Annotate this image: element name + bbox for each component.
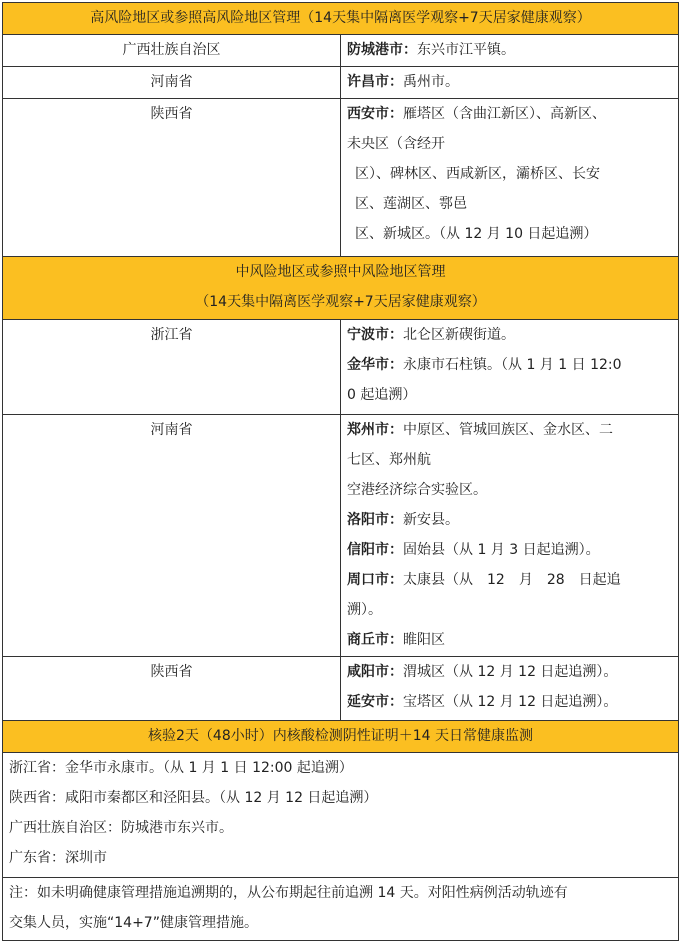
province-name: 河南省: [150, 422, 193, 438]
area-cell: [341, 35, 679, 67]
area-line: 区）、碑林区、西咸新区，灞桥区、长安: [355, 166, 600, 182]
table-row: [3, 415, 679, 657]
city-name: 防城港市：: [347, 42, 417, 58]
area-line: [347, 350, 674, 380]
check-list-cell: [3, 753, 679, 878]
check-item: 浙江省：金华市永康市。（从 1 月 1 日 12:00 起追溯）: [9, 760, 353, 776]
check-list-row: [3, 753, 679, 878]
high-risk-header-row: [3, 3, 679, 35]
area-text: 宝塔区（从 12 月 12 日起追溯）。: [403, 694, 618, 710]
area-line: [347, 67, 674, 97]
area-line: 七区、郑州航: [347, 452, 431, 468]
area-line: [347, 415, 674, 445]
province-name: 浙江省: [150, 327, 193, 343]
check-header-row: [3, 721, 679, 753]
area-text: 固始县（从 1 月 3 日起追溯）。: [403, 542, 600, 558]
area-text: 东兴市江平镇。: [417, 42, 515, 58]
risk-area-table: [2, 2, 679, 941]
city-name: 周口市：: [347, 572, 403, 588]
province-cell: [3, 320, 341, 415]
province-cell: [3, 657, 341, 721]
area-line: 区、新城区。（从 12 月 10 日起追溯）: [355, 226, 598, 242]
area-text: 禹州市。: [403, 74, 459, 90]
area-line: [347, 505, 674, 535]
area-line: 溯）。: [347, 602, 382, 618]
area-line: [347, 657, 674, 687]
area-cell: [341, 320, 679, 415]
area-line: 空港经济综合实验区。: [347, 482, 487, 498]
note-cell: [3, 878, 679, 941]
area-text: 雁塔区（含曲江新区）、高新区、: [403, 106, 606, 122]
area-cell: [341, 415, 679, 657]
area-line: 未央区（含经开: [347, 136, 445, 152]
province-name: 河南省: [150, 74, 193, 90]
city-name: 咸阳市：: [347, 664, 403, 680]
city-name: 宁波市：: [347, 327, 403, 343]
province-cell: [3, 99, 341, 257]
city-name: 商丘市：: [347, 632, 403, 648]
area-line: [347, 99, 674, 129]
city-name: 西安市：: [347, 106, 403, 122]
high-risk-header-text: 高风险地区或参照高风险地区管理（14天集中隔离医学观察+7天居家健康观察）: [90, 10, 591, 26]
note-line1: 注：如未明确健康管理措施追溯期的，从公布期起往前追溯 14 天。对阳性病例活动轨迹有: [9, 885, 568, 901]
area-text: 新安县。: [403, 512, 459, 528]
area-line: [347, 535, 674, 565]
medium-risk-header-line2: （14天集中隔离医学观察+7天居家健康观察）: [195, 294, 486, 310]
city-name: 郑州市：: [347, 422, 403, 438]
area-line: [347, 565, 674, 595]
check-item: 广西壮族自治区：防城港市东兴市。: [9, 820, 233, 836]
table-row: [3, 320, 679, 415]
area-text: 太康县（从 12 月 28 日起追: [403, 572, 621, 588]
area-line: [347, 687, 674, 717]
check-header: [3, 721, 679, 753]
note-row: [3, 878, 679, 941]
medium-risk-header-line1: 中风险地区或参照中风险地区管理: [235, 264, 446, 280]
area-cell: [341, 67, 679, 99]
check-item: 广东省：深圳市: [9, 850, 107, 866]
province-cell: [3, 415, 341, 657]
area-cell: [341, 657, 679, 721]
area-cell: [341, 99, 679, 257]
medium-risk-header-row: [3, 257, 679, 320]
city-name: 延安市：: [347, 694, 403, 710]
note-line2: 交集人员，实施“14+7”健康管理措施。: [9, 915, 258, 931]
province-name: 陕西省: [150, 106, 193, 122]
area-text: 永康市石柱镇。（从 1 月 1 日 12:0: [403, 357, 622, 373]
high-risk-header: [3, 3, 679, 35]
table-row: [3, 35, 679, 67]
province-cell: [3, 35, 341, 67]
medium-risk-header: [3, 257, 679, 320]
province-name: 广西壮族自治区: [122, 42, 221, 58]
area-text: 北仑区新碶街道。: [403, 327, 515, 343]
area-line: [347, 35, 674, 65]
city-name: 许昌市：: [347, 74, 403, 90]
page: [0, 2, 681, 946]
city-name: 金华市：: [347, 357, 403, 373]
area-text: 中原区、管城回族区、金水区、二: [403, 422, 613, 438]
area-line: [347, 320, 674, 350]
table-row: [3, 99, 679, 257]
city-name: 信阳市：: [347, 542, 403, 558]
check-header-text: 核验2天（48小时）内核酸检测阴性证明＋14 天日常健康监测: [148, 728, 533, 744]
area-line: 区、莲湖区、鄠邑: [355, 196, 467, 212]
table-row: [3, 657, 679, 721]
area-line: [347, 625, 674, 655]
table-row: [3, 67, 679, 99]
province-name: 陕西省: [150, 664, 193, 680]
check-item: 陕西省：咸阳市秦都区和泾阳县。（从 12 月 12 日起追溯）: [9, 790, 378, 806]
area-line: 0 起追溯）: [347, 387, 417, 403]
area-text: 睢阳区: [403, 632, 445, 648]
city-name: 洛阳市：: [347, 512, 403, 528]
province-cell: [3, 67, 341, 99]
area-text: 渭城区（从 12 月 12 日起追溯）。: [403, 664, 618, 680]
